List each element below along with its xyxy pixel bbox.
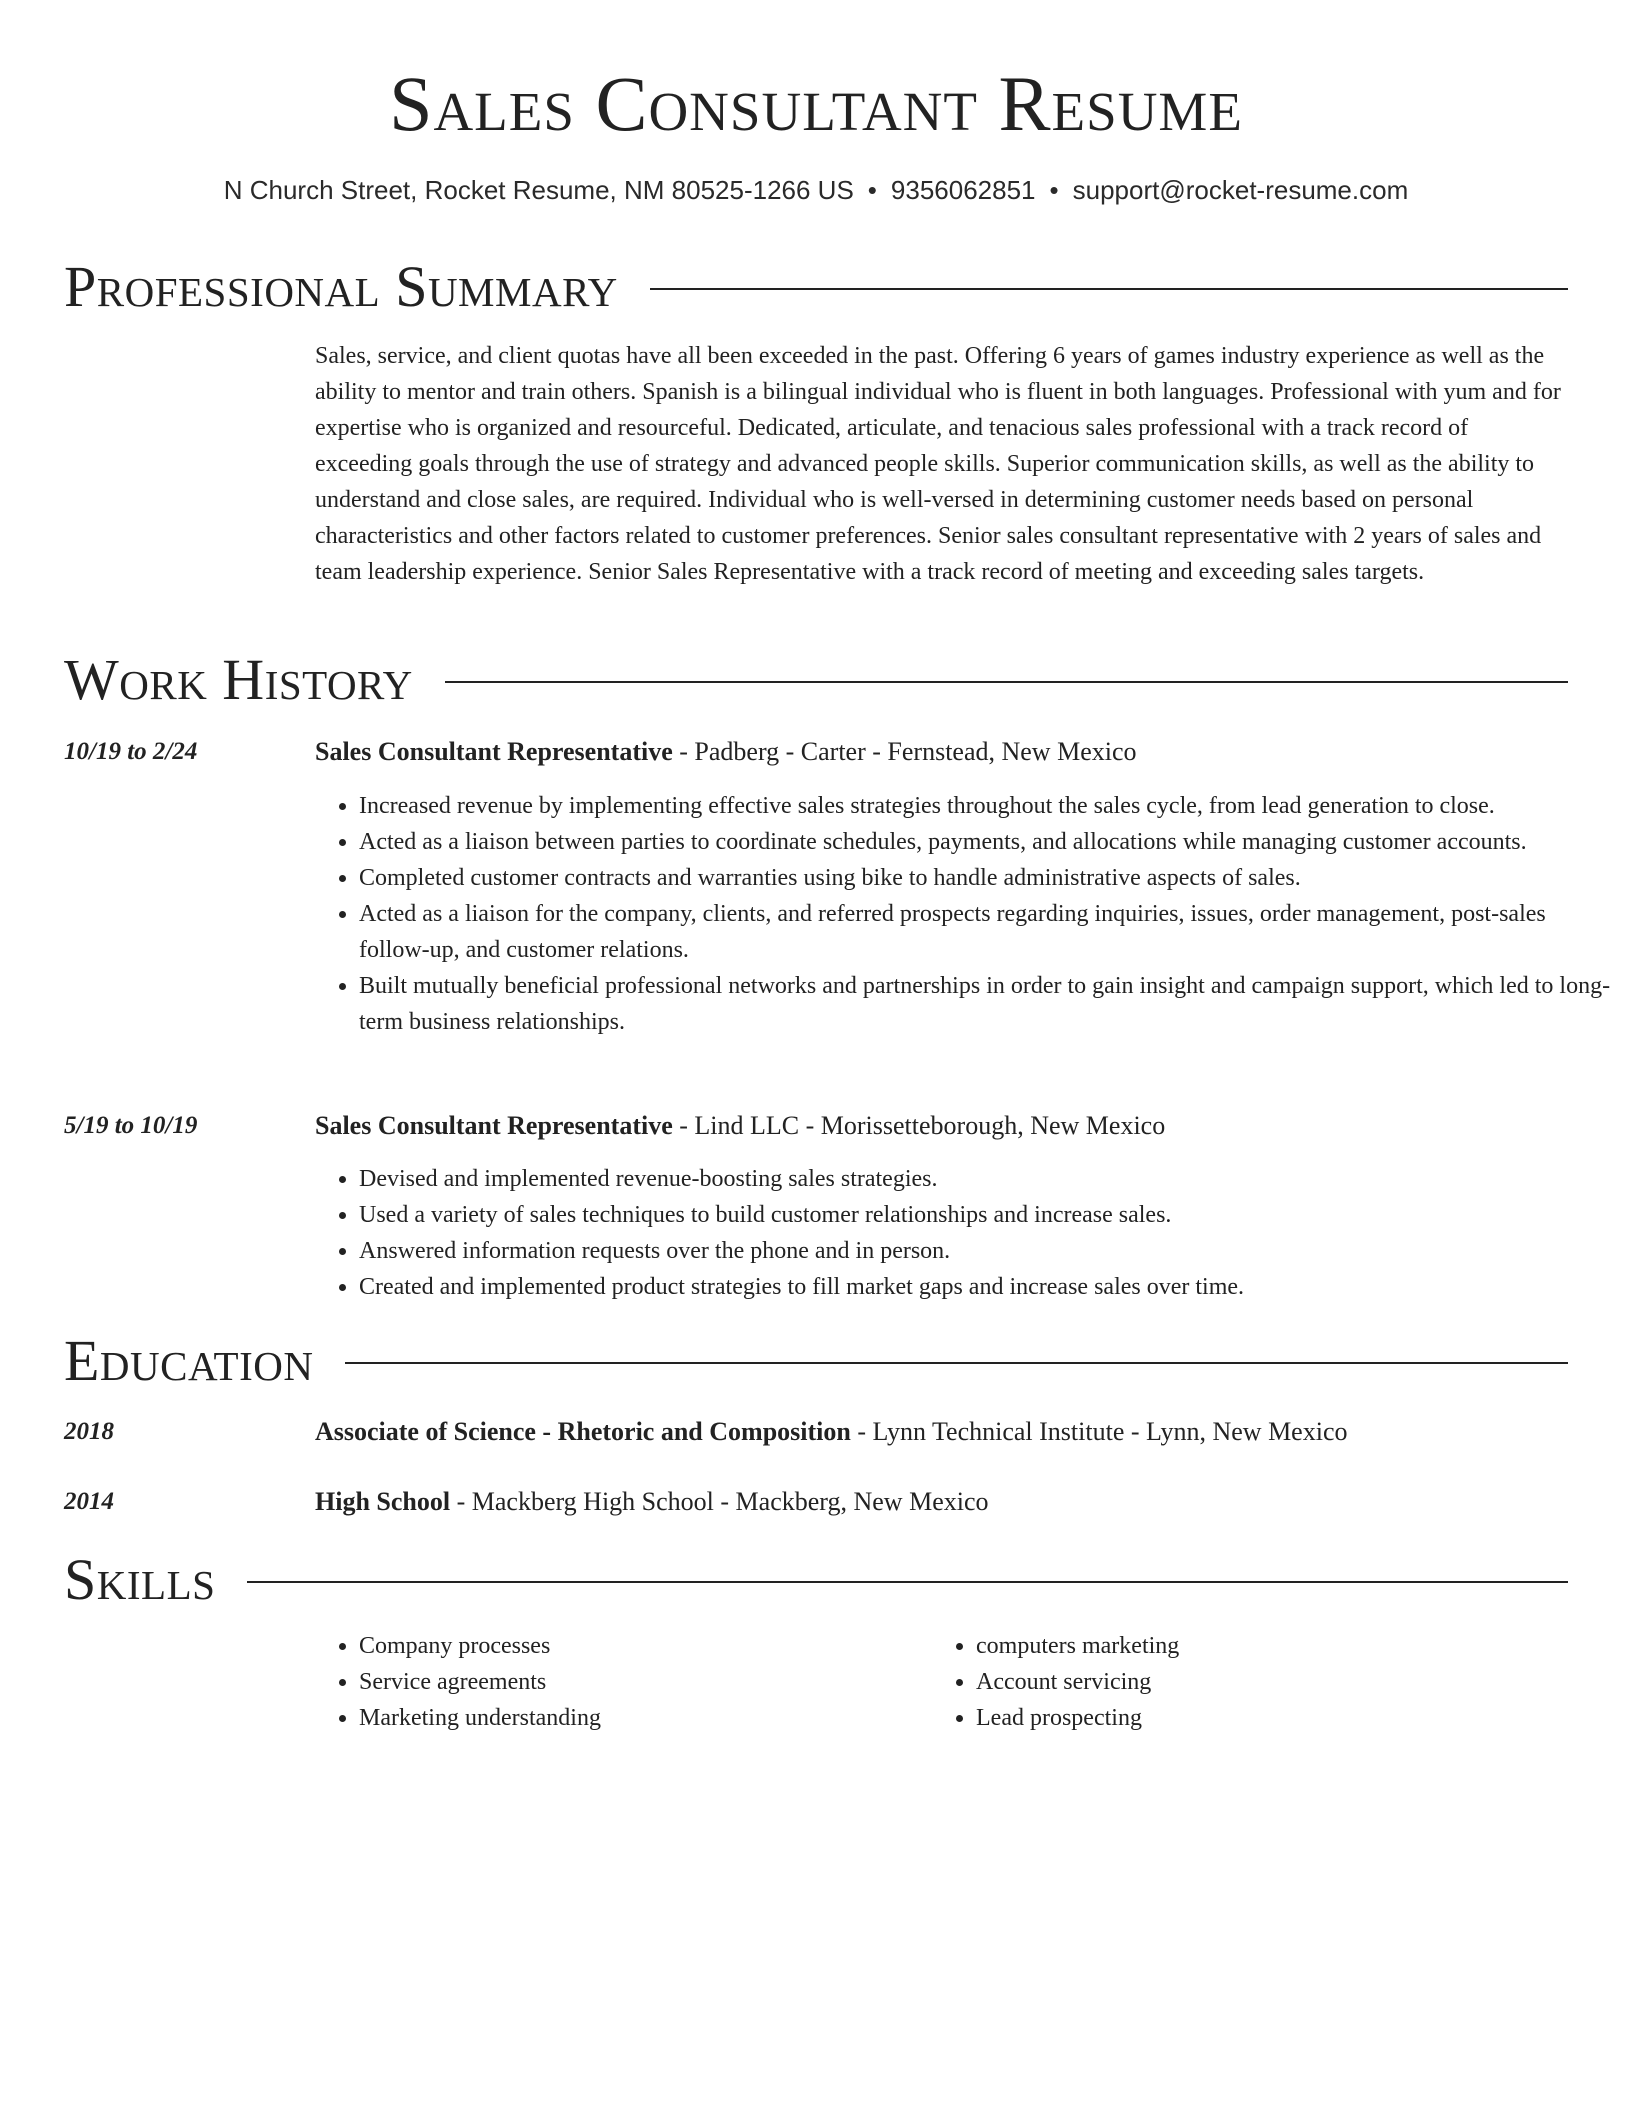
education-heading (315, 1415, 1570, 1449)
section-header-education (64, 1326, 1568, 1396)
page-title: Sales Consultant Resume (389, 60, 1243, 147)
job-details: - Padberg - Carter - Fernstead, New Mexico (672, 737, 1137, 766)
list-item: • Increased revenue by implementing effective sales strategies throughout the sales cycle, from lead generation to close. (359, 788, 1614, 824)
skills-list-left (315, 1628, 919, 1736)
section-header-skills (64, 1545, 1568, 1615)
contact-phone: 9356062851 (890, 175, 1036, 205)
job-heading (315, 735, 1570, 769)
section-divider (345, 1362, 1568, 1364)
contact-address: N Church Street, Rocket Resume, NM 80525-1266 US (223, 175, 854, 205)
list-item: • Company processes (359, 1628, 919, 1664)
list-item: • Devised and implemented revenue-boosting sales strategies. (359, 1161, 1614, 1197)
list-item: • Acted as a liaison between parties to coordinate schedules, payments, and allocations while managing customer accounts. (359, 824, 1614, 860)
list-item: • Completed customer contracts and warranties using bike to handle administrative aspects of sales. (359, 860, 1614, 896)
section-title: Education (64, 1328, 314, 1393)
education-degree: Associate of Science - Rhetoric and Composition (315, 1417, 851, 1446)
section-title: Work History (64, 647, 413, 712)
job-title: Sales Consultant Representative (315, 737, 673, 766)
summary-text: Sales, service, and client quotas have all been exceeded in the past. Offering 6 years of games industry experience as well as the ability to mentor and train others. Spanish is a bilingual individual who is fluent in both languages. Professional with yum and for expertise who is organized and resourceful. Dedicated, articulate, and tenacious sales professional with a track record of exceeding goals through the use of strategy and advanced people skills. Superior communication skills, as well as the ability to understand and close sales, are required. Individual who is well-versed in determining customer needs based on personal characteristics and other factors related to customer preferences. Senior sales consultant representative with 2 years of sales and team leadership experience. Senior Sales Representative with a track record of meeting and exceeding sales targets. (315, 343, 1561, 585)
education-year: 2018 (64, 1418, 114, 1445)
separator-dot: • (1049, 175, 1059, 205)
education-degree: High School (315, 1487, 451, 1516)
list-item: • Answered information requests over the phone and in person. (359, 1233, 1614, 1269)
job-details: - Lind LLC - Morissetteborough, New Mexico (672, 1111, 1166, 1140)
list-item: • Used a variety of sales techniques to build customer relationships and increase sales. (359, 1197, 1614, 1233)
section-header-summary (64, 252, 1568, 322)
education-details: - Lynn Technical Institute - Lynn, New Mexico (850, 1417, 1348, 1446)
job-bullets (315, 1161, 1614, 1305)
skills-list-right (932, 1628, 1536, 1736)
section-title: Skills (64, 1547, 216, 1612)
list-item: • Acted as a liaison for the company, clients, and referred prospects regarding inquiries, issues, order management, post-sales follow-up, and customer relations. (359, 896, 1614, 968)
job-dates: 10/19 to 2/24 (64, 738, 198, 765)
education-details: - Mackberg High School - Mackberg, New Mexico (450, 1487, 989, 1516)
separator-dot: • (867, 175, 877, 205)
section-header-work-history (64, 645, 1568, 715)
list-item: • Service agreements (359, 1664, 919, 1700)
education-year: 2014 (64, 1488, 114, 1515)
list-item: • Lead prospecting (976, 1700, 1536, 1736)
job-title: Sales Consultant Representative (315, 1111, 673, 1140)
section-divider (650, 288, 1568, 290)
job-bullets (315, 788, 1614, 1040)
job-dates: 5/19 to 10/19 (64, 1112, 198, 1139)
job-heading (315, 1109, 1570, 1143)
section-divider (247, 1581, 1568, 1583)
list-item: • computers marketing (976, 1628, 1536, 1664)
section-title: Professional Summary (64, 254, 618, 319)
list-item: • Marketing understanding (359, 1700, 919, 1736)
contact-line (0, 173, 1632, 207)
list-item: • Built mutually beneficial professional networks and partnerships in order to gain insight and campaign support, which led to long-term business relationships. (359, 968, 1614, 1040)
contact-email: support@rocket-resume.com (1072, 175, 1409, 205)
list-item: • Account servicing (976, 1664, 1536, 1700)
education-heading (315, 1485, 1570, 1519)
section-divider (445, 681, 1568, 683)
list-item: • Created and implemented product strategies to fill market gaps and increase sales over time. (359, 1269, 1614, 1305)
